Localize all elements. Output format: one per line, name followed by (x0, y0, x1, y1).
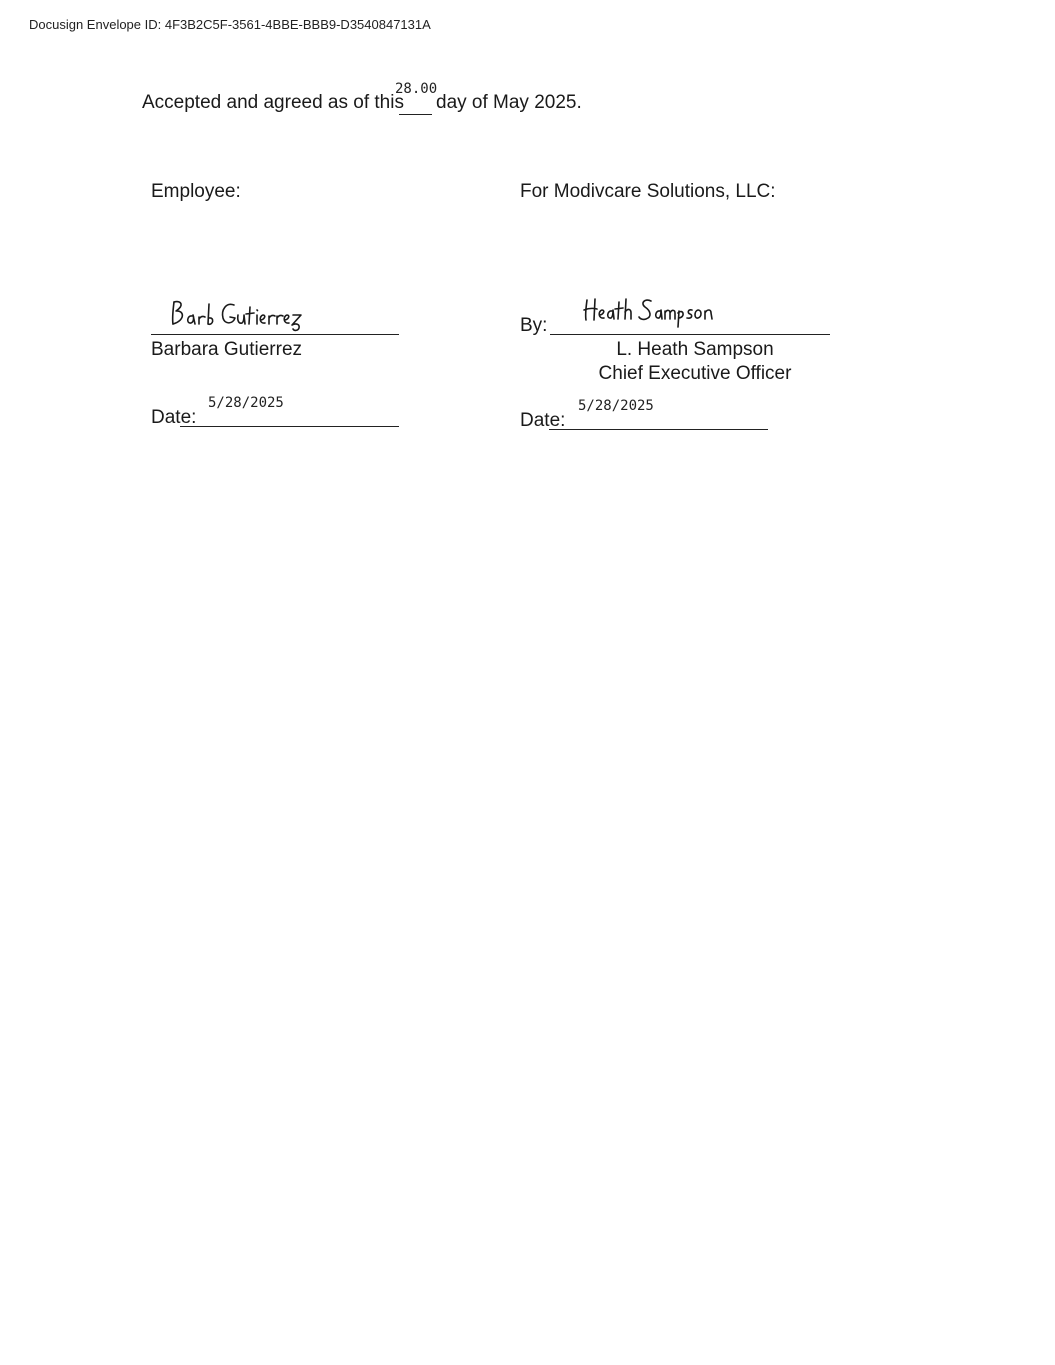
employee-name: Barbara Gutierrez (151, 339, 303, 360)
acceptance-day-line (399, 114, 432, 115)
company-signer-title: Chief Executive Officer (598, 363, 792, 384)
employee-date-line (180, 426, 399, 427)
envelope-id: Docusign Envelope ID: 4F3B2C5F-3561-4BBE-BBB9-D3540847131A (29, 17, 431, 32)
company-date-label: Date: (520, 410, 566, 431)
employee-signature-line (151, 334, 399, 335)
employee-signature-image (168, 296, 308, 332)
company-by-label: By: (520, 315, 548, 336)
company-signature-image (582, 294, 718, 328)
company-signature-line (550, 334, 830, 335)
employee-heading: Employee: (151, 181, 241, 202)
company-date-value: 5/28/2025 (578, 398, 654, 414)
company-signer-name: L. Heath Sampson (616, 339, 774, 360)
acceptance-day-value: 28.00 (395, 81, 438, 97)
acceptance-suffix: day of May 2025. (436, 92, 582, 113)
employee-date-value: 5/28/2025 (208, 395, 284, 411)
company-date-line (549, 429, 768, 430)
acceptance-prefix: Accepted and agreed as of this (142, 92, 404, 113)
company-heading: For Modivcare Solutions, LLC: (520, 181, 776, 202)
employee-date-label: Date: (151, 407, 197, 428)
